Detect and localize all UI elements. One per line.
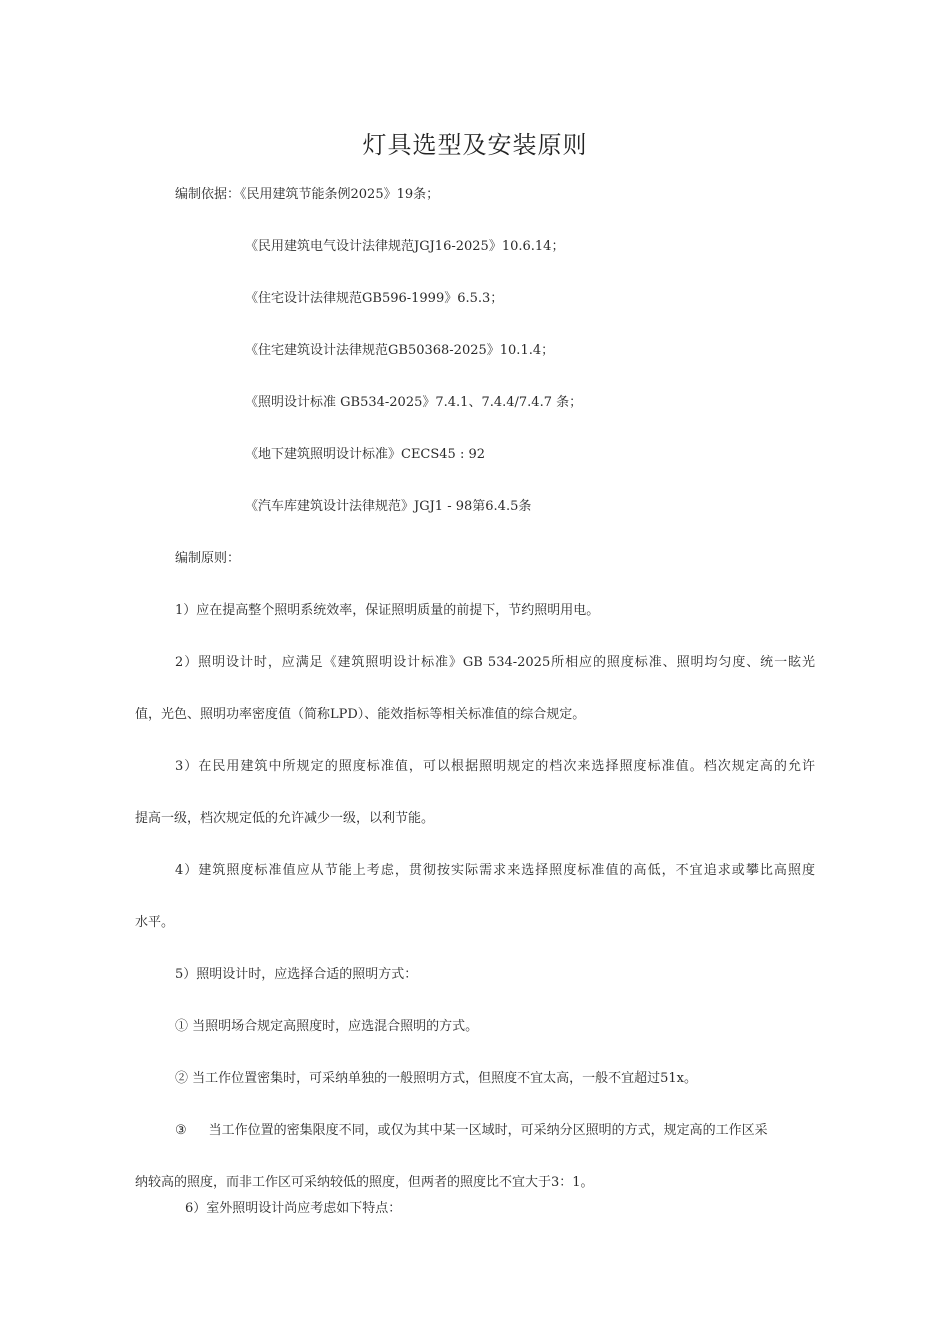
principle-3-line-2: 提高一级，档次规定低的允许减少一级，以利节能。 bbox=[135, 811, 435, 826]
principle-1: 1）应在提高整个照明系统效率，保证照明质量的前提下，节约照明用电。 bbox=[175, 603, 600, 618]
page-title: 灯具选型及安装原则 bbox=[362, 131, 588, 159]
basis-item-1: 《民用建筑节能条例2025》19条； bbox=[240, 187, 440, 202]
principle-3-line-1: 3）在民用建筑中所规定的照度标准值，可以根据照明规定的档次来选择照度标准值。档次规定高的允许 bbox=[175, 759, 815, 774]
principle-5-item-3-line-1 bbox=[175, 1122, 815, 1140]
basis-label bbox=[175, 186, 439, 204]
circled-three-marker: ③ bbox=[175, 1123, 187, 1138]
basis-item-6: 《地下建筑照明设计标准》CECS45 : 92 bbox=[245, 447, 486, 462]
principle-6: 6）室外照明设计尚应考虑如下特点： bbox=[185, 1201, 402, 1216]
principle-4-line-2: 水平。 bbox=[135, 915, 175, 930]
principle-4-line-1: 4）建筑照度标准值应从节能上考虑，贯彻按实际需求来选择照度标准值的高低，不宜追求或攀比高照度 bbox=[175, 863, 815, 878]
principle-5-item-2: ② 当工作位置密集时，可采纳单独的一般照明方式，但照度不宜太高，一般不宜超过51x。 bbox=[175, 1071, 698, 1086]
principles-label: 编制原则： bbox=[175, 551, 241, 566]
principle-5: 5）照明设计时，应选择合适的照明方式： bbox=[175, 967, 418, 982]
principle-5-item-3-line-2: 纳较高的照度，而非工作区可采纳较低的照度，但两者的照度比不宜大于3：1。 bbox=[135, 1175, 594, 1190]
basis-item-2: 《民用建筑电气设计法律规范JGJ16-2025》10.6.14； bbox=[245, 239, 565, 254]
principle-5-item-3-text: 当工作位置的密集限度不同，或仅为其中某一区域时，可采纳分区照明的方式，规定高的工作区采 bbox=[208, 1123, 768, 1138]
basis-item-4: 《住宅建筑设计法律规范GB50368-2025》10.1.4； bbox=[245, 343, 555, 358]
basis-item-3: 《住宅设计法律规范GB596-1999》6.5.3； bbox=[245, 291, 504, 306]
basis-item-5: 《照明设计标准 GB534-2025》7.4.1、7.4.4/7.4.7 条； bbox=[245, 395, 583, 410]
basis-label-text: 编制依据： bbox=[175, 187, 241, 202]
principle-2-line-2: 值，光色、照明功率密度值（简称LPD）、能效指标等相关标准值的综合规定。 bbox=[135, 707, 586, 722]
principle-2-line-1: 2）照明设计时，应满足《建筑照明设计标准》GB 534-2025所相应的照度标准、照明均匀度、统一眩光 bbox=[175, 655, 815, 670]
basis-item-7: 《汽车库建筑设计法律规范》JGJ1 - 98第6.4.5条 bbox=[245, 499, 532, 514]
principle-5-item-1: ① 当照明场合规定高照度时，应选混合照明的方式。 bbox=[175, 1019, 479, 1034]
